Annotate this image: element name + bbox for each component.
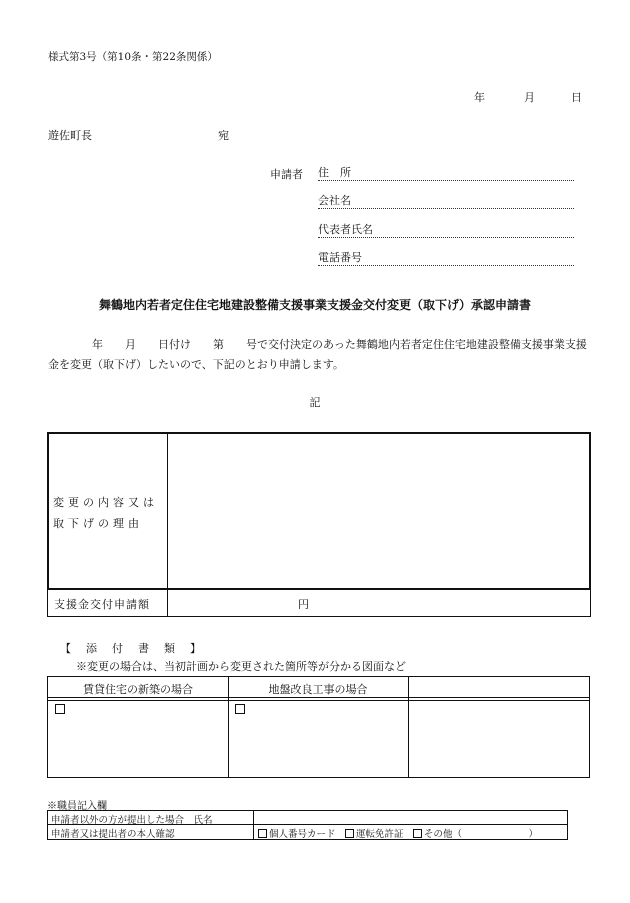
id-card-checkbox[interactable]: [258, 829, 267, 838]
document-title: 舞鶴地内若者定住住宅地建設整備支援事業支援金交付変更（取下げ）承認申請書: [98, 298, 531, 312]
staff-submitter-label: 申請者以外の方が提出した場合 氏名: [51, 815, 213, 826]
company-name-field[interactable]: [318, 192, 574, 209]
rental-checkbox[interactable]: [55, 704, 65, 714]
amount-divider: [167, 588, 168, 616]
other-option: その他（ ）: [424, 829, 539, 840]
form-number: 様式第3号（第10条・第22条関係）: [48, 51, 218, 63]
id-card-option: 個人番号カード: [269, 829, 336, 840]
application-text: 年 月 日付け 第 号で交付決定のあった舞鶴地内若者定住住宅地建設整備支援事業支援金を変更（取下げ）したいので、下記のとおり申請します。: [48, 338, 587, 371]
phone-number-field-label: 電話番号: [318, 251, 362, 264]
applicant-label: 申請者: [270, 168, 303, 181]
company-name-field-label: 会社名: [318, 194, 351, 207]
staff-section-label: ※職員記入欄: [47, 801, 107, 812]
address-field[interactable]: [318, 164, 574, 181]
reason-section: [47, 432, 591, 590]
representative-name-field-label: 代表者氏名: [318, 223, 373, 236]
attachments-col-rental: 賃貸住宅の新築の場合: [83, 683, 193, 696]
honorific: 宛: [218, 129, 229, 142]
date-year: 年: [474, 91, 485, 104]
ki-label: 記: [309, 396, 321, 409]
other-checkbox[interactable]: [413, 829, 422, 838]
attachments-table: [47, 676, 590, 778]
staff-col-divider: [253, 811, 254, 839]
attachments-heading: 【 添 付 書 類 】: [60, 642, 203, 655]
reason-label: 変更の内容又は取下げの理由: [53, 496, 158, 530]
date-day: 日: [571, 91, 582, 104]
amount-label: 支援金交付申請額: [54, 598, 150, 611]
attachments-col-ground: 地盤改良工事の場合: [268, 683, 368, 696]
attachments-header-line: [48, 697, 589, 701]
staff-table: [47, 810, 568, 840]
addressee: 遊佐町長: [48, 129, 92, 142]
amount-row: [47, 588, 591, 617]
date-month: 月: [524, 91, 535, 104]
phone-number-field[interactable]: [318, 249, 574, 266]
ground-checkbox[interactable]: [235, 704, 245, 714]
reason-divider: [167, 434, 168, 588]
license-checkbox[interactable]: [345, 829, 354, 838]
staff-identity-options: [258, 826, 538, 840]
address-field-label: 住 所: [318, 166, 351, 179]
representative-name-field[interactable]: [318, 221, 574, 238]
license-option: 運転免許証: [356, 829, 404, 840]
attachments-note: ※変更の場合は、当初計画から変更された箇所等が分かる図面など: [76, 660, 406, 673]
attachments-col-divider: [408, 677, 409, 777]
staff-identity-label: 申請者又は提出者の本人確認: [51, 829, 175, 840]
amount-unit: 円: [298, 598, 309, 611]
